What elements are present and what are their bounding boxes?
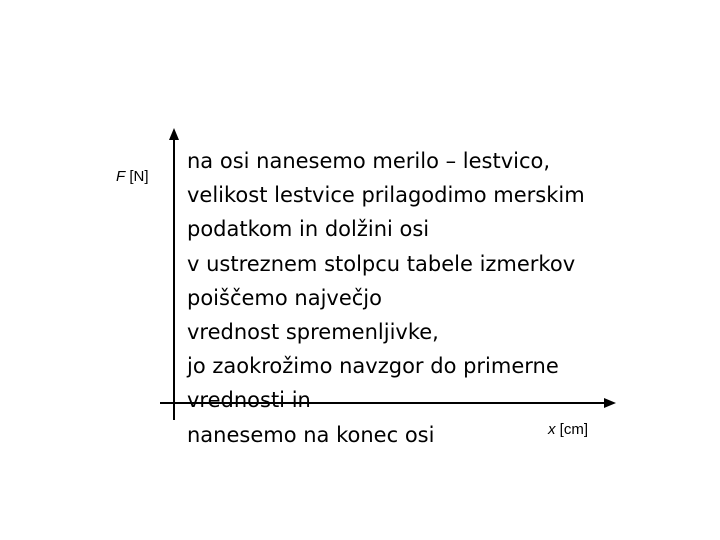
explanation-text	[187, 144, 657, 452]
explanation-line: vrednosti in	[187, 388, 311, 413]
explanation-line: velikost lestvice prilagodimo merskim	[187, 183, 585, 208]
y-axis-symbol: F	[116, 168, 126, 185]
y-axis-label	[116, 168, 149, 185]
x-axis-symbol: x	[548, 421, 556, 438]
y-axis-unit: [N]	[129, 168, 149, 185]
explanation-line: nanesemo na konec osi	[187, 422, 435, 447]
explanation-line: vrednost spremenljivke,	[187, 320, 439, 345]
explanation-line: na osi nanesemo merilo – lestvico,	[187, 149, 551, 173]
explanation-line: podatkom in dolžini osi	[187, 217, 430, 242]
explanation-line: v ustreznem stolpcu tabele izmerkov	[187, 251, 576, 276]
x-axis-unit: [cm]	[559, 421, 589, 438]
y-axis-arrowhead	[169, 128, 179, 140]
explanation-line: poiščemo največjo	[187, 285, 382, 310]
explanation-line: jo zaokrožimo navzgor do primerne	[187, 354, 559, 379]
